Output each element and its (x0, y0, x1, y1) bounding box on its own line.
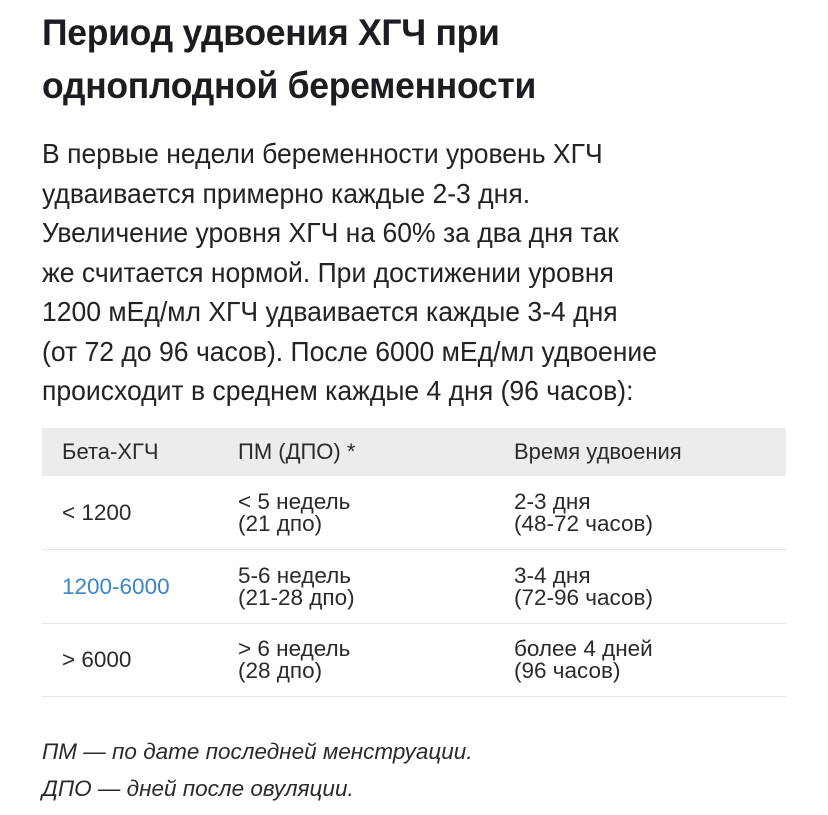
cell-time-hours: (72-96 часов) (514, 584, 653, 610)
cell-pm-dpo: (21-28 дпо) (238, 584, 355, 610)
intro-paragraph (42, 134, 775, 411)
cell-time-days: 3-4 дня (514, 562, 591, 588)
cell-time (514, 562, 786, 610)
cell-pm-dpo: (28 дпо) (238, 658, 323, 683)
intro-line: происходит в среднем каждые 4 дня (96 часов): (42, 375, 634, 406)
cell-pm-weeks: > 6 недель (238, 636, 351, 661)
table-row (42, 476, 786, 550)
cell-time (514, 638, 786, 682)
cell-time-hours: (48-72 часов) (514, 510, 653, 536)
header-doubling-time: Время удвоения (514, 439, 682, 464)
footnote-pm: ПМ — по дате последней менструации. (42, 739, 473, 764)
title-line-1: Период удвоения ХГЧ при (42, 12, 500, 53)
cell-pm-weeks: 5-6 недель (238, 562, 351, 588)
cell-pm (238, 562, 514, 610)
intro-line: Увеличение уровня ХГЧ на 60% за два дня так (42, 217, 619, 248)
footnote-dpo: ДПО — дней после овуляции. (42, 776, 354, 801)
intro-line: (от 72 до 96 часов). После 6000 мЕд/мл удвоение (42, 335, 657, 367)
cell-beta: < 1200 (62, 499, 132, 525)
title-line-2: одноплодной беременности (42, 65, 537, 106)
header-pm-dpo: ПМ (ДПО) * (238, 439, 356, 464)
cell-pm-weeks: < 5 недель (238, 488, 351, 514)
page-title (42, 6, 536, 112)
cell-time-days: 2-3 дня (514, 488, 591, 514)
footnotes (42, 733, 473, 807)
header-beta-hcg: Бета-ХГЧ (62, 439, 159, 464)
cell-time-days: более 4 дней (514, 636, 653, 661)
table-header (42, 428, 786, 476)
intro-line: удваивается примерно каждые 2-3 дня. (42, 177, 531, 209)
hcg-doubling-table (42, 428, 786, 697)
intro-line: же считается нормой. При достижении уровня (42, 256, 614, 288)
table-row (42, 550, 786, 624)
cell-pm-dpo: (21 дпо) (238, 510, 323, 536)
intro-line: 1200 мЕд/мл ХГЧ удваивается каждые 3-4 дня (42, 296, 618, 327)
table-row (42, 624, 786, 697)
cell-beta-link[interactable]: 1200-6000 (62, 573, 170, 599)
cell-time-hours: (96 часов) (514, 658, 621, 683)
intro-line: В первые недели беременности уровень ХГЧ (42, 138, 603, 169)
cell-beta: > 6000 (62, 647, 132, 672)
cell-pm (238, 638, 514, 682)
cell-pm (238, 488, 514, 536)
cell-time (514, 488, 786, 536)
